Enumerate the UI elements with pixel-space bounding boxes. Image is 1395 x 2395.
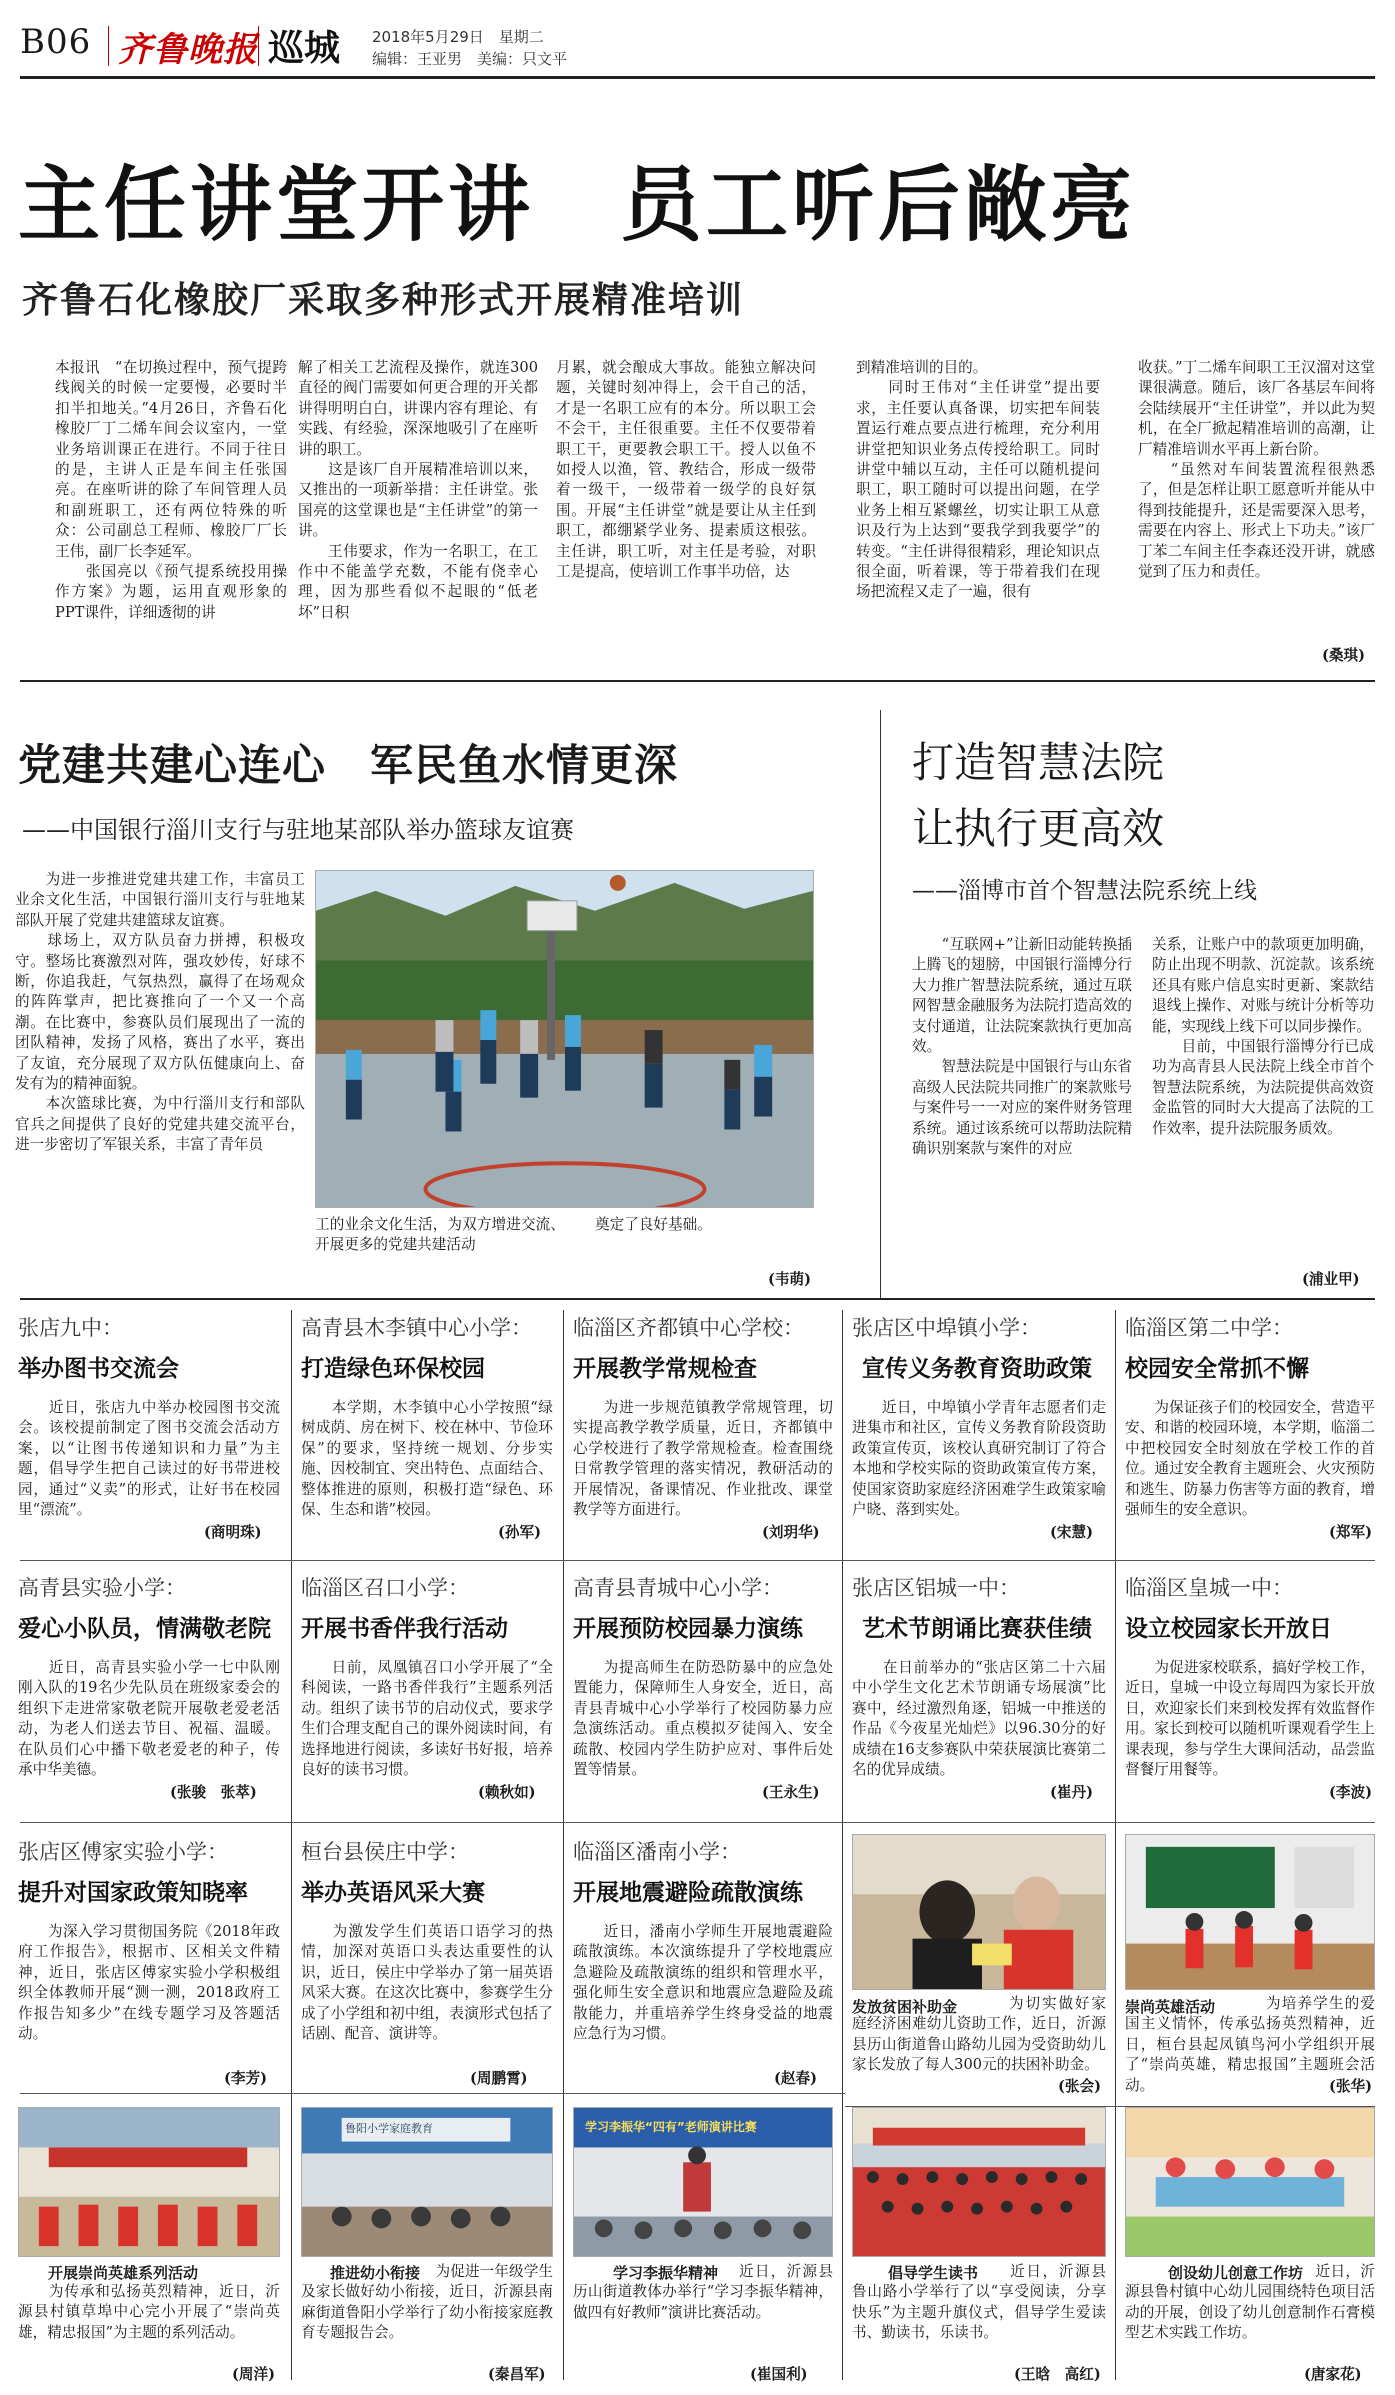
photo-kindergarten-body: 为促进一年级学生及家长做好幼小衔接，近日，沂源县南麻街道鲁阳小学举行了幼小衔接家庭教育专题报告会。 (301, 2263, 553, 2342)
photo-reading-ceremony (852, 2107, 1106, 2257)
brand-logo: 齐鲁晚报 (118, 30, 258, 70)
photo-kindergarten-sign: 鲁阳小学家庭教育 (345, 2122, 433, 2135)
photo-speech-body: 近日，沂源县历山街道教体办举行“学习李振华精神，做四有好教师”演讲比赛活动。 (573, 2263, 833, 2321)
page-number: B06 (20, 22, 92, 62)
photo-speech-caption: 学习李振华精神 (613, 2264, 719, 2282)
photo-hero-series (18, 2107, 280, 2257)
photo-workshop-body: 近日，沂源县鲁村镇中心幼儿园围绕特色项目活动的开展，创设了幼儿创意制作石膏模型艺术实践工作坊。 (1125, 2263, 1375, 2342)
photo-reading-caption: 倡导学生读书 (888, 2264, 979, 2282)
court-column-2: 关系，让账户中的款项更加明确，防止出现不明款、沉淀款。该系统还具有账户信息实时更新、案款结退线上操作、对账与统计分析等功能，实现线上线下可以同步操作。 目前，中国银行淄博分行已成功为高青县人民法院上线全市首个智慧法院系统，为法院提供高效资金监管的同时大大提高了法院的工作效率，提升法院服务质效。 (1152, 936, 1374, 1137)
section-name: 巡城 (268, 28, 341, 69)
photo-hero-series-body: 为传承和弘扬英烈精神，近日，沂源县村镇草埠中心完小开展了“崇尚英雄，精忠报国”为主题的系列活动。 (18, 2283, 280, 2341)
bank-headline: 党建共建心连心 军民鱼水情更深 (18, 741, 678, 791)
photo-poverty-aid-body: 为切实做好家庭经济困难幼儿资助工作，近日，沂源县历山街道鲁山路幼儿园为受资助幼儿家长发放了每人300元的扶困补助金。 (852, 1995, 1106, 2074)
bank-byline: (韦萌) (768, 1271, 811, 1288)
court-subheadline: ——淄博市首个智慧法院系统上线 (912, 878, 1257, 904)
photo-speech-banner: 学习李振华“四有”老师演讲比赛 (585, 2120, 757, 2134)
lead-column-4: 到精准培训的目的。 同时王伟对“主任讲堂”提出要求，主任要认真备课，切实把车间装置运行难点要点进行梳理，充分利用讲堂把知识业务点传授给职工。同时讲堂中辅以互动，主任可以随机提问职工，职工随时可以提出问题，在学业务上相互紧螺丝，切实让职工从意识及行为上达到“要我学到我要学”的转变。“主任讲得很精彩，理论知识点很全面，听着课，等于带着我们在现场把流程又走了一遍，很有 (856, 359, 1100, 601)
photo-poverty-aid (852, 1834, 1106, 1990)
court-byline: (浦业甲) (1302, 1271, 1360, 1288)
issue-date: 2018年5月29日 星期二 (372, 28, 544, 46)
photo-hero-activity-body: 为培养学生的爱国主义情怀，传承弘扬英烈精神，近日，桓台县起凤镇鸟河小学组织开展了“崇尚英雄，精忠报国”主题班会活动。 (1125, 1995, 1375, 2094)
photo-kindergarten-caption: 推进幼小衔接 (330, 2264, 421, 2282)
lead-subheadline: 齐鲁石化橡胶厂采取多种形式开展精准培训 (22, 280, 745, 321)
photo-hero-series-caption: 开展崇尚英雄系列活动 (48, 2264, 199, 2282)
lead-column-3: 月累，就会酿成大事故。能独立解决问题，关键时刻冲得上，会干自己的活，才是一名职工应有的本分。所以职工会不会干，主任很重要。主任不仅要带着职工干，更要教会职工干。授人以鱼不如授人以渔，管、教结合，形成一级带着一级干，一级带着一级学的良好氛围。开展“主任讲堂”就是要让从主任到职工，都绷紧学业务、提素质这根弦。主任讲，职工听，对主任是考验，对职工是提高，使培训工作事半功倍，达 (556, 359, 816, 581)
bank-tail-2: 奠定了良好基础。 (595, 1216, 712, 1233)
basketball-photo (315, 870, 814, 1208)
editor-credit: 编辑：王亚男 美编：只文平 (372, 50, 568, 68)
bank-column-1: 为进一步推进党建共建工作，丰富员工业余文化生活，中国银行淄川支行与驻地某部队开展了党建共建篮球友谊赛。 球场上，双方队员奋力拼搏，积极攻守。整场比赛激烈对阵，强攻妙传，好球不断，你追我赶，气氛热烈，赢得了在场观众的阵阵掌声，把比赛推向了一个又一个高潮。在比赛中，参赛队员们展现出了一流的团队精神，发扬了风格，赛出了水平，赛出了友谊，充分展现了双方队伍健康向上、奋发有为的精神面貌。 本次篮球比赛，为中行淄川支行和部队官兵之间提供了良好的党建共建交流平台，进一步密切了军银关系，丰富了青年员 (15, 871, 305, 1154)
photo-poverty-aid-caption: 发放贫困补助金 (852, 1998, 958, 2016)
lead-column-5: 收获。”丁二烯车间职工王汉溜对这堂课很满意。随后，该厂各基层车间将会陆续展开“主任讲堂”，并以此为契机，在全厂掀起精准培训的高潮，让厂精准培训水平再上新台阶。 “虽然对车间装置流程很熟悉了，但是怎样让职工愿意听并能从中得到技能提升，还是需要深入思考，需要在内容上、形式上下功夫。”该厂丁苯二车间主任李森还没开讲，就感觉到了压力和责任。 (1138, 359, 1375, 581)
lead-column-1: 本报讯 “在切换过程中，预气提跨线阀关的时候一定要慢，必要时半扣半扣地关。”4月26日，齐鲁石化橡胶厂丁二烯车间会议室内，一堂业务培训课正在进行。不同于往日的是，主讲人正是车间主任张国亮。在座听讲的除了车间管理人员和副班职工，还有两位特殊的听众：公司副总工程师、橡胶厂厂长王伟，副厂长李延军。 张国亮以《预气提系统投用操作方案》为题，运用直观形象的PPT课件，详细透彻的讲 (55, 359, 287, 621)
photo-workshop-caption: 创设幼儿创意工作坊 (1168, 2264, 1304, 2282)
lead-headline: 主任讲堂开讲 员工听后敞亮 (18, 158, 1137, 253)
photo-reading-body: 近日，沂源县鲁山路小学举行了以“享受阅读，分享快乐”为主题升旗仪式，倡导学生爱读书、勤读书，乐读书。 (852, 2263, 1106, 2342)
court-headline-line-1: 打造智慧法院 (912, 738, 1165, 787)
photo-creative-workshop (1125, 2107, 1375, 2257)
photo-hero-activity (1125, 1834, 1375, 1990)
lead-byline: (桑琪) (1322, 647, 1365, 664)
photo-hero-activity-caption: 崇尚英雄活动 (1125, 1998, 1216, 2016)
lead-column-2: 解了相关工艺流程及操作，就连300直径的阀门需要如何更合理的开关都讲得明明白白，讲课内容有理论、有实践、有经验，深深地吸引了在座听讲的职工。 这是该厂自开展精准培训以来，又推出的一项新举措：主任讲堂。张国亮的这堂课也是“主任讲堂”的第一讲。 王伟要求，作为一名职工，在工作中不能盖学充数，不能有侥幸心理，因为那些看似不起眼的“低老坏”日积 (298, 359, 538, 621)
court-headline-line-2: 让执行更高效 (912, 804, 1165, 853)
bank-subheadline: ——中国银行淄川支行与驻地某部队举办篮球友谊赛 (22, 816, 574, 844)
bank-tail-1: 工的业余文化生活，为双方增进交流、开展更多的党建共建活动 (315, 1216, 565, 1254)
court-column-1: “互联网+”让新旧动能转换插上腾飞的翅膀，中国银行淄博分行大力推广智慧法院系统，通过互联网智慧金融服务为法院打造高效的支付通道，让法院案款执行更加高效。 智慧法院是中国银行与山东省高级人民法院共同推广的案款账号与案件号一一对应的案件财务管理系统。通过该系统可以帮助法院精确识别案款与案件的对应 (912, 936, 1132, 1158)
